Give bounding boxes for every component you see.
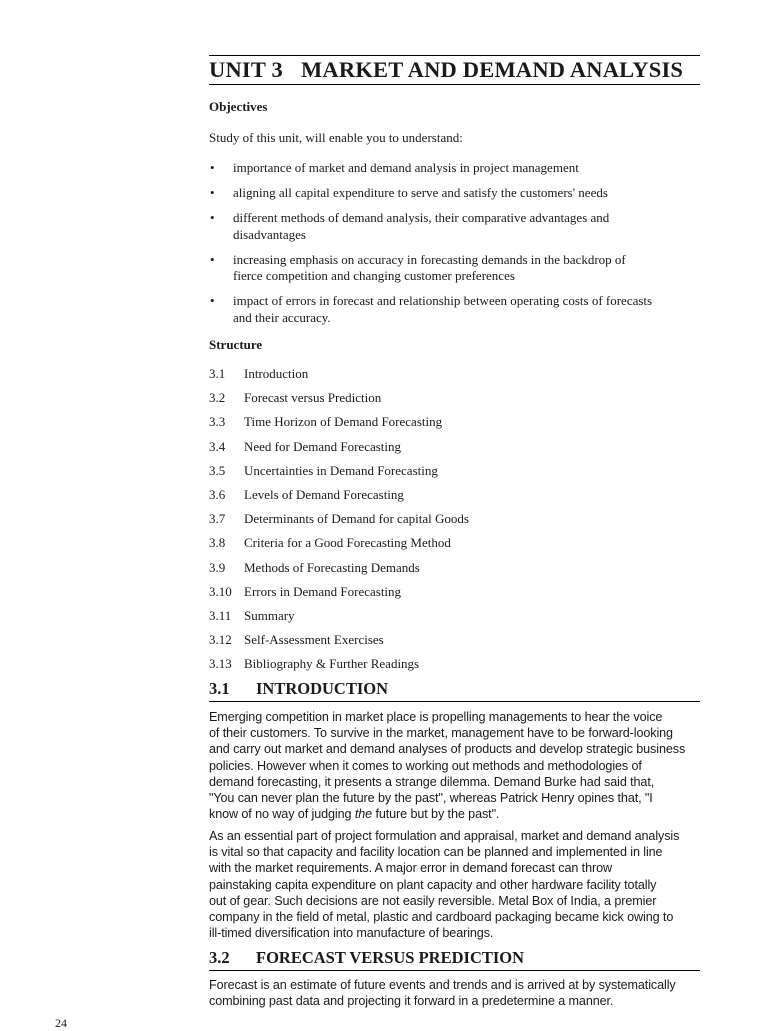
structure-item xyxy=(209,463,469,487)
structure-item xyxy=(209,390,469,414)
structure-item-number: 3.8 xyxy=(209,535,226,551)
structure-item xyxy=(209,656,469,680)
paragraph-line-text: future but by the past". xyxy=(372,807,500,822)
objectives-intro: Study of this unit, will enable you to understand: xyxy=(209,130,463,145)
paragraph-line-text: know of no way of judging xyxy=(209,807,355,822)
structure-item-number: 3.2 xyxy=(209,390,226,406)
structure-item-number: 3.3 xyxy=(209,414,226,430)
structure-item xyxy=(209,439,469,463)
section-number: 3.1 xyxy=(209,679,230,698)
paragraph-line xyxy=(209,806,700,822)
structure-item-title: Need for Demand Forecasting xyxy=(244,438,402,454)
objective-text-line: importance of market and demand analysis in project management xyxy=(233,160,579,175)
structure-item xyxy=(209,584,469,608)
structure-item xyxy=(209,487,469,511)
structure-heading: Structure xyxy=(209,337,263,352)
paragraph-line: demand forecasting, it presents a strange dilemma. Demand Burke had said that, xyxy=(209,774,655,789)
section-title: INTRODUCTION xyxy=(256,679,389,698)
structure-item-title: Bibliography & Further Readings xyxy=(244,656,420,672)
bullet-icon: • xyxy=(210,210,215,225)
objective-text-line: increasing emphasis on accuracy in forecasting demands in the backdrop of xyxy=(233,251,626,267)
structure-item xyxy=(209,560,469,584)
structure-item-title: Criteria for a Good Forecasting Method xyxy=(244,535,451,551)
paragraph-line: painstaking capita expenditure on plant capacity and other hardware facility totally xyxy=(209,877,657,892)
paragraph-line: Emerging competition in market place is propelling managements to hear the voice xyxy=(209,710,663,724)
section-heading-introduction xyxy=(209,679,700,702)
paragraph-line: combining past data and projecting it forward in a predetermine a manner. xyxy=(209,994,614,1009)
paragraph-line: Forecast is an estimate of future events and trends and is arrived at by systematically xyxy=(209,978,676,992)
structure-item-number: 3.10 xyxy=(209,583,232,599)
bullet-icon: • xyxy=(210,293,215,308)
objective-text-line: fierce competition and changing customer preferences xyxy=(233,268,515,283)
bullet-icon: • xyxy=(210,251,215,267)
bullet-icon: • xyxy=(210,185,215,200)
bullet-icon: • xyxy=(210,160,215,175)
structure-item xyxy=(209,535,469,559)
structure-item-number: 3.13 xyxy=(209,656,232,672)
forecast-paragraph-1 xyxy=(209,977,700,1009)
structure-item-title: Levels of Demand Forecasting xyxy=(244,486,404,502)
structure-item-number: 3.7 xyxy=(209,511,226,527)
structure-item xyxy=(209,511,469,535)
objective-text-line: and their accuracy. xyxy=(233,309,331,325)
structure-item-title: Self-Assessment Exercises xyxy=(244,632,384,648)
paragraph-line: of their customers. To survive in the market, management have to be forward-looking xyxy=(209,726,673,741)
structure-item-title: Time Horizon of Demand Forecasting xyxy=(244,414,443,430)
objective-item xyxy=(209,252,700,285)
section-title: FORECAST VERSUS PREDICTION xyxy=(256,948,525,967)
paragraph-line: and carry out market and demand analyses of products and develop strategic business xyxy=(209,742,686,757)
structure-item-title: Errors in Demand Forecasting xyxy=(244,583,402,599)
paragraph-line: "You can never plan the future by the past", whereas Patrick Henry opines that, "I xyxy=(209,791,653,806)
objective-text-line: different methods of demand analysis, their comparative advantages and xyxy=(233,210,610,225)
objective-item xyxy=(209,293,700,326)
structure-item-title: Uncertainties in Demand Forecasting xyxy=(244,462,438,478)
paragraph-line: with the market requirements. A major error in demand forecast can throw xyxy=(209,861,612,876)
objective-item xyxy=(209,185,700,202)
structure-item-title: Methods of Forecasting Demands xyxy=(244,559,420,575)
structure-item xyxy=(209,632,469,656)
structure-item-number: 3.4 xyxy=(209,438,226,454)
objectives-heading: Objectives xyxy=(209,99,268,114)
section-number: 3.2 xyxy=(209,948,230,967)
paragraph-line: is vital so that capacity and facility location can be planned and implemented in line xyxy=(209,845,663,860)
objective-text-line: disadvantages xyxy=(233,226,306,242)
structure-item xyxy=(209,366,469,390)
objective-text-line: impact of errors in forecast and relationship between operating costs of forecasts xyxy=(233,293,653,308)
unit-title xyxy=(209,55,700,85)
objective-text-line: aligning all capital expenditure to serve and satisfy the customers' needs xyxy=(233,185,608,200)
unit-title-text: MARKET AND DEMAND ANALYSIS xyxy=(301,57,684,82)
paragraph-line: policies. However when it comes to working out methods and methodologies of xyxy=(209,758,642,773)
emphasized-word: the xyxy=(354,807,373,822)
structure-item-title: Determinants of Demand for capital Goods xyxy=(244,511,469,527)
introduction-paragraph-1 xyxy=(209,709,700,822)
section-heading-forecast-versus-prediction xyxy=(209,948,700,971)
objective-item xyxy=(209,210,700,243)
structure-item-title: Forecast versus Prediction xyxy=(244,390,382,406)
unit-number: UNIT 3 xyxy=(209,57,283,82)
structure-item-number: 3.1 xyxy=(209,366,226,381)
structure-item xyxy=(209,414,469,438)
structure-item-number: 3.11 xyxy=(209,607,232,623)
paragraph-line: company in the field of metal, plastic and cardboard packaging became kick owing to xyxy=(209,910,674,925)
structure-list xyxy=(209,366,469,680)
paragraph-line: As an essential part of project formulation and appraisal, market and demand analysis xyxy=(209,829,680,843)
paragraph-line: ill-timed diversification into manufacture of bearings. xyxy=(209,926,494,941)
paragraph-line: out of gear. Such decisions are not easily reversible. Metal Box of India, a premier xyxy=(209,893,657,908)
structure-item-number: 3.12 xyxy=(209,632,232,648)
structure-item-number: 3.5 xyxy=(209,462,226,478)
introduction-paragraph-2 xyxy=(209,828,700,941)
page-number: 24 xyxy=(55,1016,67,1030)
structure-item xyxy=(209,608,469,632)
objectives-list xyxy=(209,160,700,335)
structure-item-number: 3.9 xyxy=(209,559,226,575)
structure-item-title: Summary xyxy=(244,607,295,623)
objective-item xyxy=(209,160,700,177)
structure-item-number: 3.6 xyxy=(209,486,226,502)
structure-item-title: Introduction xyxy=(244,366,309,381)
